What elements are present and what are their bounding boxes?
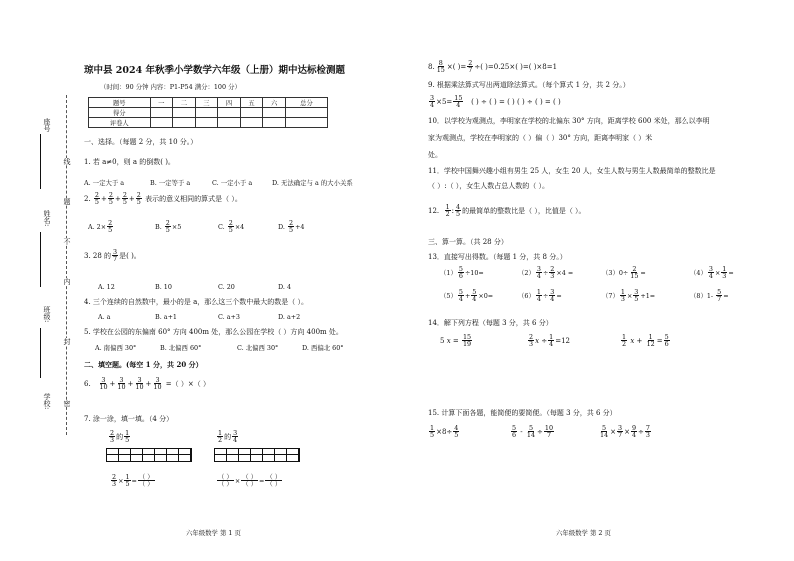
score-cell[interactable] (240, 108, 263, 118)
question-1: 1. 若 a≠0，则 a 的倒数( )。 (84, 158, 175, 166)
question-10-line-1: 10．以学校为观测点，李明家在学校的北偏东 30° 方向，距离学校 600 米处，那么以李明 (428, 117, 710, 125)
q1-option-b[interactable]: B. 一定等于 a (150, 179, 191, 187)
table-cell: 总分 (285, 98, 327, 108)
question-12: 12. $\frac{1}{2}$ : $\frac{4}{5}$ 的最简单的整数比是（ ），比值是（ ）。 (428, 203, 586, 219)
q2-option-c[interactable]: C. $\frac{2}{5}$ ×4 (218, 219, 245, 235)
q13-item-5: （5） $\frac{5}{4}$ + $\frac{5}{4}$ ×0= (440, 288, 494, 304)
cut-char: 封 (63, 338, 71, 345)
score-table-header (89, 98, 328, 108)
q7a-label: $\frac{2}{3}$ 的 $\frac{1}{5}$ (110, 429, 130, 445)
binding-exam-no: 座号 (43, 118, 51, 132)
q13-item-3: （3）0÷ $\frac{2}{15}$ = (602, 265, 646, 281)
table-row (89, 108, 328, 118)
class-line (40, 328, 50, 378)
table-cell: 六 (263, 98, 286, 108)
score-cell[interactable] (285, 118, 327, 128)
q15-expression-2: $\frac{5}{6}$ - $\frac{5}{14}$ ÷ $\frac{10}{7}$ (512, 424, 554, 440)
q15-expression-3: $\frac{5}{14}$ × $\frac{3}{7}$ × $\frac{9}{4}$ ÷ $\frac{7}{3}$ (600, 424, 650, 440)
q7b-label: $\frac{1}{2}$ 的 $\frac{3}{4}$ (218, 429, 238, 445)
q2-suffix: 表示的意义相同的算式是（ ）。 (145, 194, 242, 203)
cut-char: 题 (63, 198, 71, 205)
question-10-line-2: 家为观测点，学校在李明家的（ ）偏（ ）30° 方向，距离李明家（ ）米 (428, 134, 653, 142)
table-cell: 一 (150, 98, 173, 108)
table-cell: 四 (218, 98, 241, 108)
page-1-footer: 六年级数学 第 1 页 (186, 529, 241, 537)
q15-expression-1: $\frac{1}{5}$ ×8÷ $\frac{4}{5}$ (430, 424, 459, 440)
question-11-line-2: （ ）:（ ），女生人数占总人数的（ ）。 (428, 182, 550, 190)
cut-char: 内 (63, 278, 71, 285)
score-cell[interactable] (150, 108, 173, 118)
q1-option-c[interactable]: C. 一定小于 a (212, 179, 253, 187)
score-cell[interactable] (218, 118, 241, 128)
q3-option-d[interactable]: D. 4 (278, 283, 292, 291)
exam-meta: （时间：90 分钟 内容：P1-P54 满分：100 分） (100, 83, 241, 91)
score-cell[interactable] (173, 118, 196, 128)
q1-option-d[interactable]: D. 无法确定与 a 的大小关系 (272, 179, 353, 187)
q7a-strip[interactable] (106, 448, 192, 462)
cut-char: 线 (63, 158, 71, 165)
exam-no-line (40, 134, 50, 189)
section-1-heading: 一、选择。（每题 2 分，共 10 分。） (84, 138, 198, 146)
q14-equation-2: $\frac{2}{3}$ x ÷ $\frac{1}{4}$ =12 (529, 333, 570, 349)
question-5: 5. 学校在公园的东偏南 60° 方向 400m 处，那么公园在学校（ ）方向 400m 处。 (84, 328, 343, 336)
binding-cut-line (66, 95, 67, 435)
page-2-footer: 六年级数学 第 2 页 (556, 529, 611, 537)
question-9: 9. 根据乘法算式写出两道除法算式。（每个算式 1 分，共 2 分。） (428, 81, 630, 89)
q4-option-b[interactable]: B. a+1 (155, 313, 177, 321)
question-13: 13．直接写出得数。（每题 1 分，共 8 分。） (428, 253, 567, 261)
q13-item-8: （8）1- $\frac{5}{7}$ = (690, 288, 729, 304)
binding-class: 班级: (43, 306, 51, 323)
binding-school: 学校: (43, 393, 51, 410)
table-cell: 题号 (89, 98, 151, 108)
question-3: 3. 28 的 $\frac{3}{7}$ 是( )。 (84, 248, 141, 264)
question-15: 15. 计算下面各题，能简便的要简便。（每题 3 分，共 6 分） (428, 409, 617, 417)
table-cell: 二 (173, 98, 196, 108)
q9-equation: $\frac{3}{4}$ ×5= $\frac{15}{4}$ ( ) ÷ ( ) = ( ) ( ) ÷ ( ) = ( ) (430, 94, 561, 110)
question-8: 8. $\frac{8}{15}$ ×( )= $\frac{2}{7}$ ÷( )=0.25×( )=( )×8=1 (428, 59, 558, 75)
question-2: 2. $\frac{2}{5}$ + $\frac{2}{5}$ + $\frac{2}{5}$ + $\frac{2}{5}$ 表示的意义相同的算式是（ ）。 (84, 191, 242, 207)
q13-item-1: （1） $\frac{5}{6}$ ÷10= (440, 265, 484, 281)
q5-option-d[interactable]: D. 西偏北 60° (302, 344, 344, 352)
q4-option-a[interactable]: A. a (98, 313, 111, 321)
table-row (89, 118, 328, 128)
q13-item-4: （4） $\frac{3}{4}$ × $\frac{1}{3}$ = (690, 265, 734, 281)
question-10-line-3: 处。 (428, 151, 442, 159)
q14-equation-1: 5 x = $\frac{15}{19}$ (440, 333, 472, 349)
q13-item-6: （6） $\frac{1}{4}$ ÷ $\frac{3}{4}$ = (518, 288, 562, 304)
q4-option-d[interactable]: D. a+2 (278, 313, 301, 321)
score-cell[interactable] (150, 118, 173, 128)
q3-option-a[interactable]: A. 12 (98, 283, 115, 291)
table-cell: 得分 (89, 108, 151, 118)
question-11-line-1: 11．学校中国舞兴趣小组有男生 25 人，女生 20 人，女生人数与男生人数最简单的整数比是 (428, 167, 716, 175)
q3-suffix: 是( )。 (119, 251, 141, 260)
q5-option-a[interactable]: A. 南偏西 30° (95, 344, 137, 352)
q2-option-a[interactable]: A. 2× $\frac{2}{5}$ (88, 219, 113, 235)
q7b-strip[interactable] (214, 448, 300, 462)
q13-item-2: （2） $\frac{3}{4}$ ÷ $\frac{2}{3}$ ×4 = (518, 265, 574, 281)
score-cell[interactable] (240, 118, 263, 128)
q2-prefix: 2. (84, 194, 91, 203)
score-cell[interactable] (285, 108, 327, 118)
q1-option-a[interactable]: A. 一定大于 a (84, 179, 125, 187)
section-2-heading: 二、填空题。(每空 1 分，共 20 分） (84, 360, 203, 369)
score-cell[interactable] (195, 108, 218, 118)
q7a-equation: $\frac{2}{3}$ × $\frac{1}{5}$ = $\frac{( )}{( )}$ (112, 473, 154, 489)
q3-prefix: 3. 28 的 (84, 251, 112, 260)
q5-option-c[interactable]: C. 北偏西 30° (237, 344, 279, 352)
score-cell[interactable] (173, 108, 196, 118)
score-table (88, 97, 328, 128)
table-cell: 五 (240, 98, 263, 108)
q2-option-b[interactable]: B. $\frac{2}{5}$ ×5 (155, 219, 182, 235)
q3-option-b[interactable]: B. 10 (155, 283, 172, 291)
q6-prefix: 6. (84, 379, 91, 388)
page-title: 琼中县 2024 年秋季小学数学六年级（上册）期中达标检测题 (84, 65, 346, 76)
question-6: 6. $\frac{3}{10}$ + $\frac{3}{10}$ + $\frac{3}{10}$ + $\frac{3}{10}$ =（ ）×（ ） (84, 376, 210, 392)
question-14: 14．解下列方程（每题 3 分，共 6 分） (428, 319, 553, 327)
q14-equation-3: $\frac{1}{2}$ x + $\frac{1}{12}$ = $\frac{5}{6}$ (622, 333, 669, 349)
q6-suffix: =（ ）×（ ） (165, 379, 210, 388)
score-cell[interactable] (218, 108, 241, 118)
q2-option-d[interactable]: D. $\frac{2}{5}$ +4 (278, 219, 305, 235)
question-4: 4. 三个连续的自然数中，最小的是 a，那么这三个数中最大的数是（ ）。 (84, 298, 309, 306)
q7b-equation: $\frac{( )}{( )}$ × $\frac{( )}{( )}$ = $\frac{( )}{( )}$ (218, 473, 282, 489)
cut-char: 密 (63, 400, 71, 407)
binding-name: 姓名: (43, 210, 51, 227)
q13-item-7: （7） $\frac{1}{3}$ × $\frac{3}{5}$ +1= (602, 288, 656, 304)
question-7: 7. 涂一涂，填一填。（4 分） (84, 415, 174, 423)
score-cell[interactable] (263, 118, 286, 128)
cut-char: 不 (63, 238, 71, 245)
section-3-heading: 三、算一算。（共 28 分） (428, 238, 508, 246)
q4-option-c[interactable]: C. a+3 (218, 313, 240, 321)
table-cell: 三 (195, 98, 218, 108)
q5-option-b[interactable]: B. 北偏西 60° (160, 344, 202, 352)
score-cell[interactable] (263, 108, 286, 118)
table-cell: 评卷人 (89, 118, 151, 128)
q3-option-c[interactable]: C. 20 (218, 283, 235, 291)
score-cell[interactable] (195, 118, 218, 128)
name-line (40, 232, 50, 287)
